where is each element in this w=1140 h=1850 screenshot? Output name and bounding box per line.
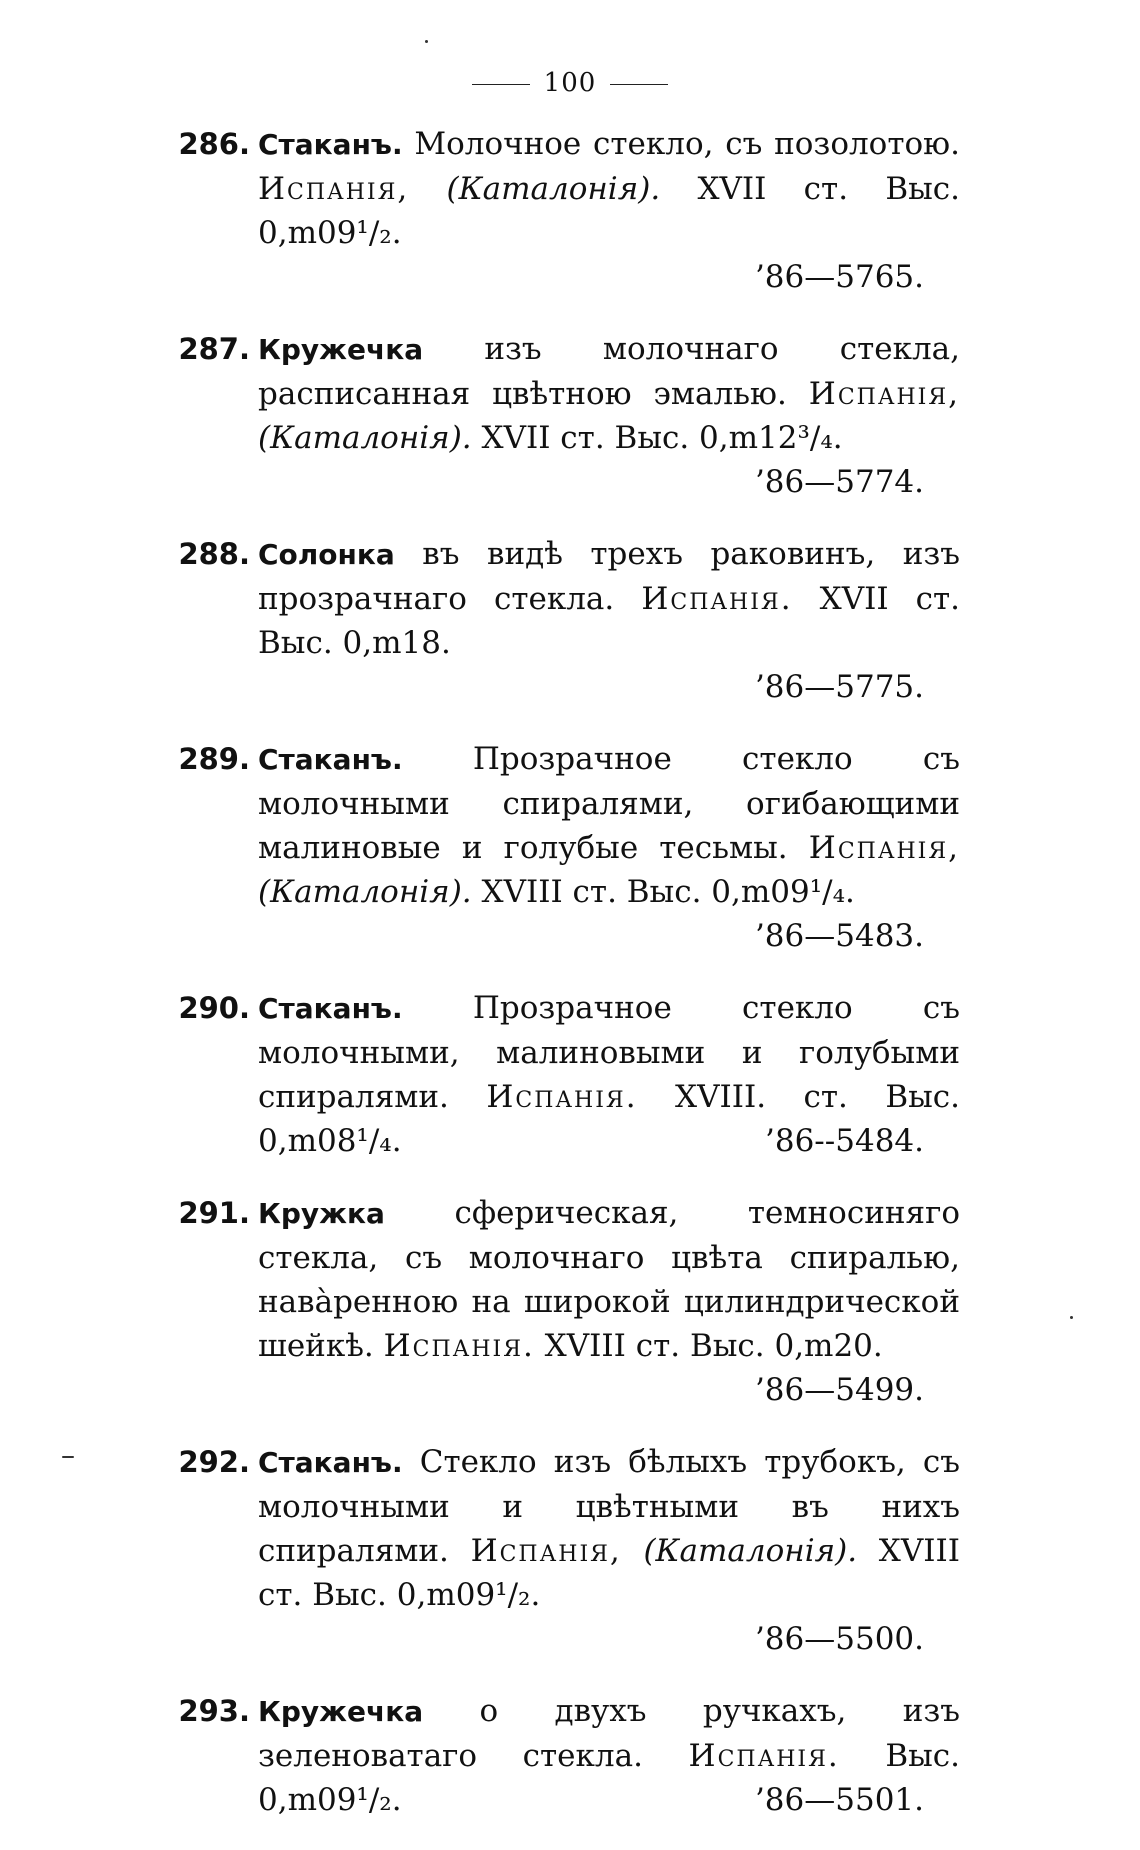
page-number-dash-left: [472, 84, 530, 85]
entry-date-height: XVII ст. Выс. 0,m09¹/₂.: [258, 171, 961, 251]
entry-region: (Каталонія).: [258, 874, 472, 910]
entry-number: 293.: [178, 1694, 250, 1728]
catalogue-entry: [160, 1689, 960, 1822]
entry-origin: Испанія.: [486, 1079, 638, 1115]
catalogue-entry: [160, 122, 960, 299]
entry-date-height: Выс. 0,m09¹/₂.: [258, 1738, 961, 1818]
entry-description: изъ молочнаго стекла, расписанная цвѣтною эмалью.: [258, 331, 960, 412]
entry-description: Прозрачное стекло съ молочными спиралями, огибающими малиновые и голубые тесьмы.: [258, 741, 960, 866]
entry-body: [258, 1191, 960, 1412]
entry-date-height: XVIII. ст. Выс. 0,m08¹/₄.: [258, 1079, 960, 1159]
entry-body: [258, 122, 960, 299]
entry-title: Кружка: [258, 1197, 385, 1230]
page-number-dash-right: [610, 84, 668, 85]
entry-date-height: XVIII ст. Выс. 0,m20.: [534, 1328, 883, 1364]
entry-title: Кружечка: [258, 333, 424, 366]
entry-origin: Испанія.: [688, 1738, 840, 1774]
catalogue-entry: [160, 532, 960, 709]
entry-inventory-number: ’86—5499.: [754, 1372, 924, 1408]
catalogue-entry: [160, 737, 960, 958]
entry-origin: Испанія.: [641, 581, 793, 617]
entry-number: 288.: [178, 537, 250, 571]
page-number-text: 100: [543, 68, 597, 98]
catalogue-entry: [160, 1191, 960, 1412]
entry-inventory-number: ’86—5775.: [754, 669, 924, 705]
entry-date-height: XVII ст. Выс. 0,m12³/₄.: [471, 420, 843, 456]
entry-origin: Испанія,: [808, 376, 960, 412]
catalogue-entries: [160, 122, 960, 1850]
catalogue-entry: [160, 327, 960, 504]
entry-inventory-number: ’86—5765.: [754, 259, 924, 295]
entry-body: [258, 532, 960, 709]
entry-region: (Каталонія).: [643, 1533, 858, 1569]
entry-origin: Испанія,: [470, 1533, 622, 1569]
entry-description: Молочное стекло, съ позолотою.: [402, 126, 960, 162]
entry-inventory-number: ’86—5500.: [754, 1621, 924, 1657]
entry-title: Стаканъ.: [258, 743, 403, 776]
entry-body: [258, 327, 960, 504]
entry-inventory-number: ’86—5483.: [754, 918, 924, 954]
entry-number: 290.: [178, 991, 250, 1025]
entry-region: (Каталонія).: [446, 171, 661, 207]
entry-origin: Испанія.: [383, 1328, 535, 1364]
entry-origin: Испанія,: [808, 830, 960, 866]
entry-description: въ видѣ трехъ раковинъ, изъ прозрачнаго стекла.: [258, 536, 960, 617]
entry-number: 291.: [178, 1196, 250, 1230]
entry-number: 292.: [178, 1445, 250, 1479]
entry-description: о двухъ ручкахъ, изъ зеленоватаго стекла.: [258, 1693, 960, 1774]
entry-date-height: XVIII ст. Выс. 0,m09¹/₂.: [258, 1533, 960, 1613]
scan-speck: [425, 40, 428, 43]
entry-title: Стаканъ.: [258, 1446, 403, 1479]
entry-body: [258, 737, 960, 958]
entry-title: Стаканъ.: [258, 992, 403, 1025]
entry-inventory-number: ’86—5501.: [754, 1782, 924, 1818]
entry-number: 289.: [178, 742, 250, 776]
entry-date-height: XVII ст. Выс. 0,m18.: [258, 581, 960, 661]
entry-inventory-number: ’86--5484.: [765, 1123, 924, 1159]
page-number: [0, 68, 1140, 98]
entry-description: Стекло изъ бѣлыхъ трубокъ, съ молочными и цвѣтными въ нихъ спиралями.: [258, 1444, 960, 1569]
entry-description: Прозрачное стекло съ молочными, малиновыми и голубыми спиралями.: [258, 990, 960, 1115]
entry-number: 286.: [178, 127, 250, 161]
entry-title: Солонка: [258, 538, 395, 571]
entry-title: Кружечка: [258, 1695, 424, 1728]
scan-speck: [1070, 1316, 1073, 1319]
entry-date-height: XVIII ст. Выс. 0,m09¹/₄.: [471, 874, 855, 910]
entry-title: Стаканъ.: [258, 128, 403, 161]
catalogue-entry: [160, 986, 960, 1163]
entry-origin: Испанія,: [258, 171, 410, 207]
entry-number: 287.: [178, 332, 250, 366]
scan-speck: [62, 1456, 74, 1458]
entry-body: [258, 986, 960, 1163]
entry-description: сферическая, темносиняго стекла, съ молочнаго цвѣта спиралью, навàренною на широкой цилиндрической шейкѣ.: [258, 1195, 960, 1364]
entry-body: [258, 1689, 960, 1822]
entry-region: (Каталонія).: [258, 420, 472, 456]
entry-inventory-number: ’86—5774.: [754, 464, 924, 500]
